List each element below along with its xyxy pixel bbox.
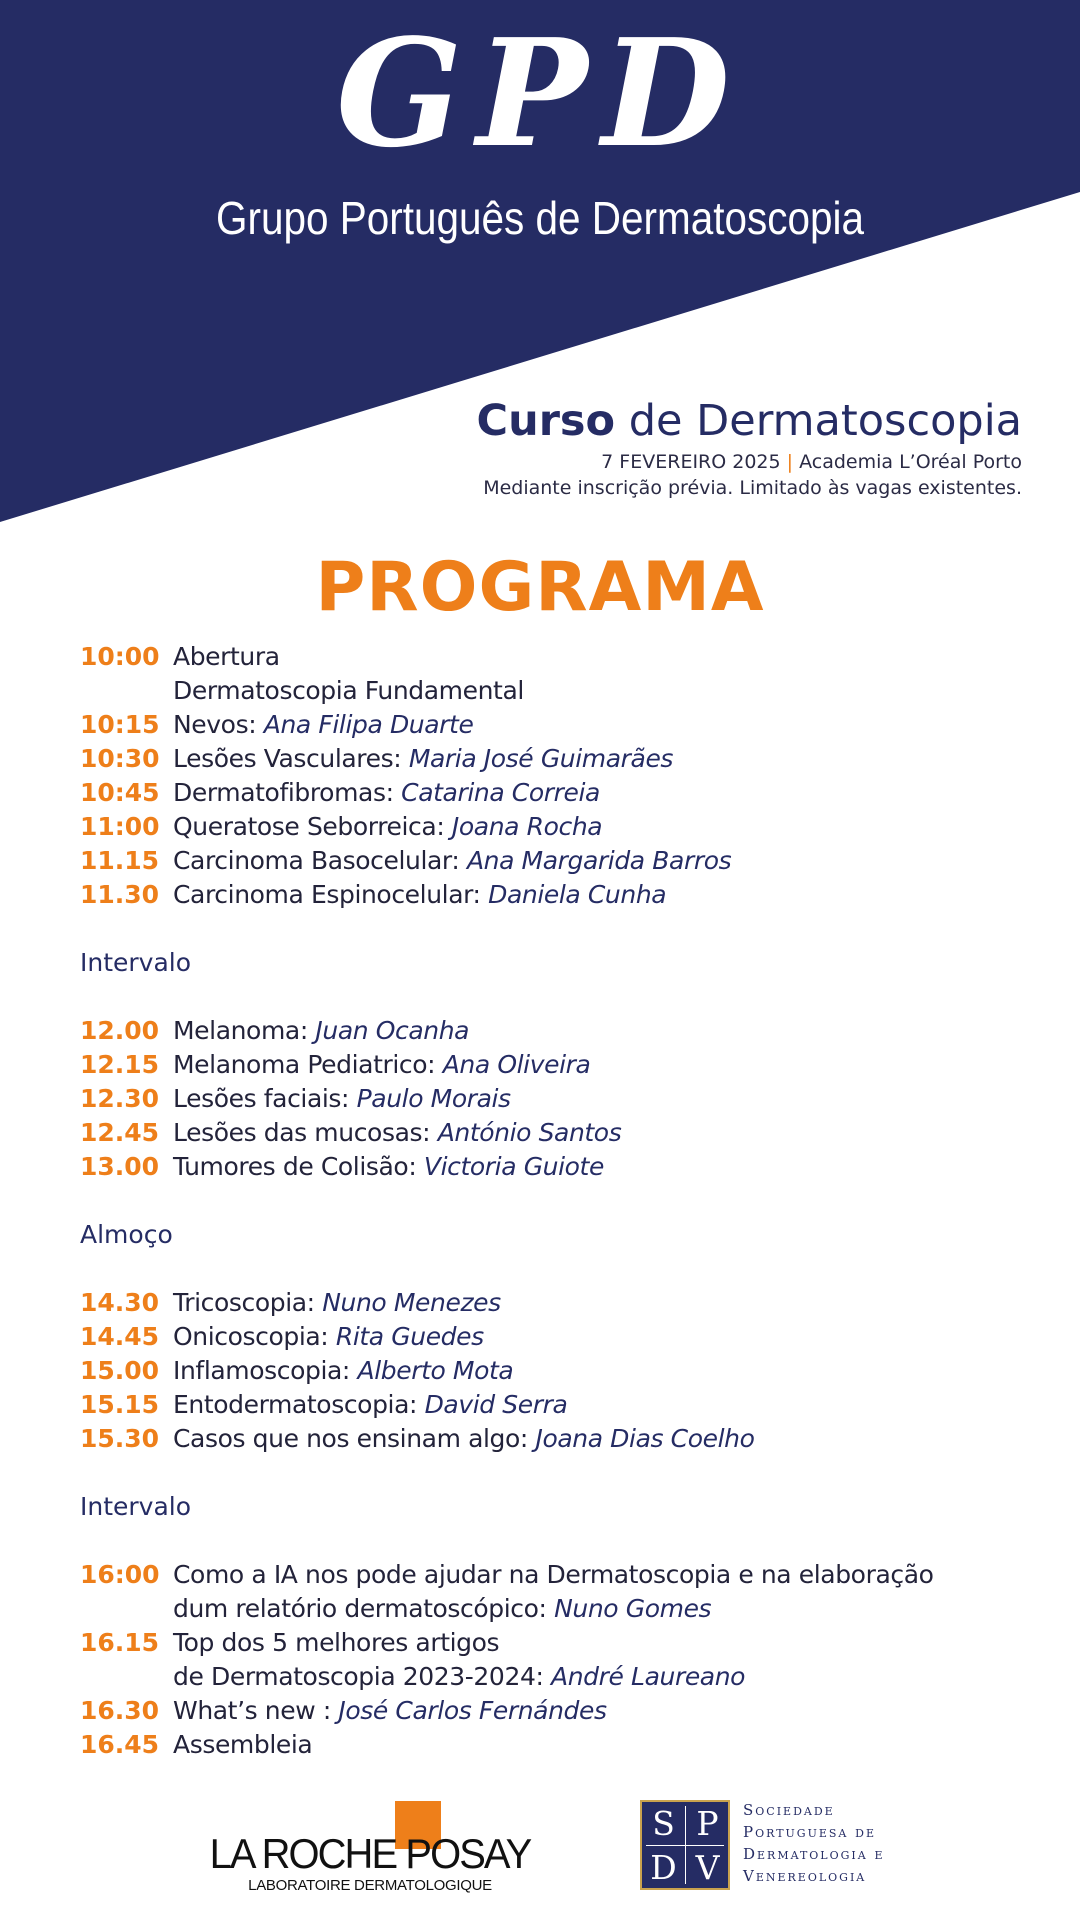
- session-title: Abertura: [173, 642, 280, 671]
- session-title: Nevos:: [173, 710, 264, 739]
- session-title: de Dermatoscopia 2023-2024:: [173, 1662, 552, 1691]
- session-speaker: Alberto Mota: [357, 1356, 514, 1385]
- break-label-1: Intervalo: [80, 948, 192, 977]
- sponsors-footer: [0, 1795, 1080, 1895]
- session-speaker: Victoria Guiote: [423, 1152, 604, 1181]
- session-time: 15.00: [80, 1356, 160, 1385]
- session-speaker: David Serra: [424, 1390, 568, 1419]
- session-line: [173, 1660, 745, 1694]
- session-time: 15.30: [80, 1424, 160, 1453]
- schedule-row: [80, 1286, 1060, 1320]
- schedule-row: [80, 742, 1060, 776]
- schedule-row: [80, 1048, 1060, 1082]
- spdv-line-3: Dermatologia e: [743, 1845, 885, 1863]
- session-line: [173, 810, 602, 844]
- schedule-block-afternoon: [80, 1286, 1060, 1456]
- session-time: 11:00: [80, 812, 160, 841]
- session-line: [173, 640, 280, 674]
- session-speaker: Nuno Gomes: [554, 1594, 712, 1623]
- session-line: [173, 1150, 604, 1184]
- session-time: 16.30: [80, 1696, 160, 1725]
- schedule-row: [80, 1558, 1060, 1592]
- programa-heading: PROGRAMA: [315, 548, 765, 627]
- schedule-row: [80, 878, 1060, 912]
- schedule-row: [80, 708, 1060, 742]
- schedule-row: [80, 640, 1060, 674]
- session-line: [173, 1048, 590, 1082]
- la-roche-posay-name: LA ROCHE POSAY: [209, 1830, 531, 1877]
- schedule-row: [80, 1082, 1060, 1116]
- course-venue: Academia L’Oréal Porto: [799, 451, 1022, 473]
- course-title-rest: de Dermatoscopia: [615, 396, 1022, 446]
- session-line: [173, 776, 600, 810]
- session-title: Lesões das mucosas:: [173, 1118, 438, 1147]
- session-line: [173, 1728, 312, 1762]
- session-title: What’s new :: [173, 1696, 339, 1725]
- course-info: [477, 393, 1022, 501]
- session-speaker: Juan Ocanha: [315, 1016, 470, 1045]
- session-speaker: Ana Filipa Duarte: [263, 710, 474, 739]
- course-title: [477, 393, 1022, 449]
- session-line: [173, 1558, 934, 1592]
- session-title: Carcinoma Espinocelular:: [173, 880, 489, 909]
- session-time: 12.30: [80, 1084, 160, 1113]
- session-time: 15.15: [80, 1390, 160, 1419]
- session-time: 10:30: [80, 744, 160, 773]
- spdv-line-1: Sociedade: [743, 1801, 835, 1819]
- session-title: Entodermatoscopia:: [173, 1390, 425, 1419]
- session-time: 12.00: [80, 1016, 160, 1045]
- session-title: Tricoscopia:: [173, 1288, 323, 1317]
- session-line: [173, 1014, 469, 1048]
- session-title: Melanoma Pediatrico:: [173, 1050, 443, 1079]
- session-speaker: Paulo Morais: [356, 1084, 511, 1113]
- course-date-venue: [477, 449, 1022, 475]
- schedule-row: [80, 776, 1060, 810]
- group-name: Grupo Português de Dermatoscopia: [215, 192, 865, 244]
- session-line: [173, 844, 731, 878]
- schedule-row: [80, 1354, 1060, 1388]
- session-speaker: Nuno Menezes: [322, 1288, 501, 1317]
- schedule-row: [80, 1014, 1060, 1048]
- schedule-row: [80, 1626, 1060, 1660]
- la-roche-posay-subtitle: LABORATOIRE DERMATOLOGIQUE: [248, 1877, 492, 1894]
- session-speaker: António Santos: [437, 1118, 622, 1147]
- session-line: [173, 1694, 607, 1728]
- spdv-line-4: Venereologia: [743, 1867, 867, 1885]
- session-line: [173, 1082, 511, 1116]
- break-label-2: Intervalo: [80, 1492, 192, 1521]
- spdv-name: [743, 1799, 885, 1887]
- session-time: 11.15: [80, 846, 160, 875]
- session-time: 16.45: [80, 1730, 160, 1759]
- schedule-row: [80, 1660, 1060, 1694]
- schedule-row: [80, 1116, 1060, 1150]
- session-line: [173, 1592, 711, 1626]
- session-title: Dermatoscopia Fundamental: [173, 676, 524, 705]
- session-speaker: Ana Margarida Barros: [466, 846, 732, 875]
- session-time: 12.15: [80, 1050, 160, 1079]
- session-title: dum relatório dermatoscópico:: [173, 1594, 555, 1623]
- session-line: [173, 674, 524, 708]
- session-time: 16.15: [80, 1628, 160, 1657]
- session-time: 11.30: [80, 880, 160, 909]
- session-speaker: André Laureano: [551, 1662, 746, 1691]
- schedule-row: [80, 1422, 1060, 1456]
- schedule-row: [80, 1320, 1060, 1354]
- spdv-letter-v: V: [695, 1848, 720, 1887]
- session-title: Queratose Seborreica:: [173, 812, 452, 841]
- session-line: [173, 708, 473, 742]
- session-line: [173, 878, 666, 912]
- session-title: Assembleia: [173, 1730, 313, 1759]
- spdv-letter-p: P: [696, 1804, 719, 1843]
- session-title: Dermatofibromas:: [173, 778, 402, 807]
- session-speaker: Catarina Correia: [401, 778, 600, 807]
- schedule-row: [80, 810, 1060, 844]
- session-speaker: Maria José Guimarães: [408, 744, 674, 773]
- schedule-block-late-afternoon: [80, 1558, 1060, 1762]
- session-title: Carcinoma Basocelular:: [173, 846, 467, 875]
- session-speaker: Rita Guedes: [335, 1322, 484, 1351]
- session-speaker: Daniela Cunha: [488, 880, 667, 909]
- session-time: 10:15: [80, 710, 160, 739]
- session-speaker: Ana Oliveira: [442, 1050, 591, 1079]
- session-title: Melanoma:: [173, 1016, 316, 1045]
- session-line: [173, 1116, 621, 1150]
- registration-note: Mediante inscrição prévia. Limitado às vagas existentes.: [483, 477, 1022, 499]
- schedule-row: [80, 1150, 1060, 1184]
- session-line: [173, 1626, 499, 1660]
- session-title: Inflamoscopia:: [173, 1356, 358, 1385]
- session-time: 10:00: [80, 642, 160, 671]
- spdv-line-2: Portuguesa de: [743, 1823, 876, 1841]
- lunch-label: Almoço: [80, 1220, 173, 1249]
- session-speaker: José Carlos Fernándes: [338, 1696, 607, 1725]
- session-title: Top dos 5 melhores artigos: [173, 1628, 500, 1657]
- spdv-logo-icon: [640, 1800, 730, 1890]
- spdv-letter-d: D: [650, 1848, 677, 1887]
- schedule-row: [80, 674, 1060, 708]
- schedule-block-morning: [80, 640, 1060, 912]
- session-line: [173, 1388, 567, 1422]
- session-title: Como a IA nos pode ajudar na Dermatoscopia e na elaboração: [173, 1560, 934, 1589]
- session-speaker: Joana Rocha: [451, 812, 603, 841]
- session-title: Lesões faciais:: [173, 1084, 357, 1113]
- schedule-row: [80, 1694, 1060, 1728]
- session-time: 10:45: [80, 778, 160, 807]
- session-line: [173, 1320, 484, 1354]
- session-time: 14.45: [80, 1322, 160, 1351]
- course-title-bold: Curso: [476, 396, 616, 446]
- session-time: 13.00: [80, 1152, 160, 1181]
- session-line: [173, 742, 673, 776]
- schedule-block-late-morning: [80, 1014, 1060, 1184]
- session-line: [173, 1286, 501, 1320]
- session-title: Tumores de Colisão:: [173, 1152, 424, 1181]
- gpd-logo: GPD: [335, 6, 745, 180]
- session-time: 12.45: [80, 1118, 160, 1147]
- session-time: 14.30: [80, 1288, 160, 1317]
- session-line: [173, 1422, 755, 1456]
- spdv-letter-s: S: [652, 1804, 675, 1843]
- la-roche-posay-logo: [190, 1801, 550, 1894]
- spdv-divider-v: [685, 1806, 686, 1884]
- schedule: [80, 640, 1060, 1762]
- schedule-row: [80, 1592, 1060, 1626]
- schedule-row: [80, 1388, 1060, 1422]
- session-line: [173, 1354, 513, 1388]
- session-title: Lesões Vasculares:: [173, 744, 409, 773]
- session-speaker: Joana Dias Coelho: [535, 1424, 755, 1453]
- session-title: Casos que nos ensinam algo:: [173, 1424, 536, 1453]
- date-separator: |: [786, 451, 794, 473]
- schedule-row: [80, 844, 1060, 878]
- session-time: 16:00: [80, 1560, 160, 1589]
- course-date: 7 FEVEREIRO 2025: [601, 451, 781, 473]
- schedule-row: [80, 1728, 1060, 1762]
- session-title: Onicoscopia:: [173, 1322, 336, 1351]
